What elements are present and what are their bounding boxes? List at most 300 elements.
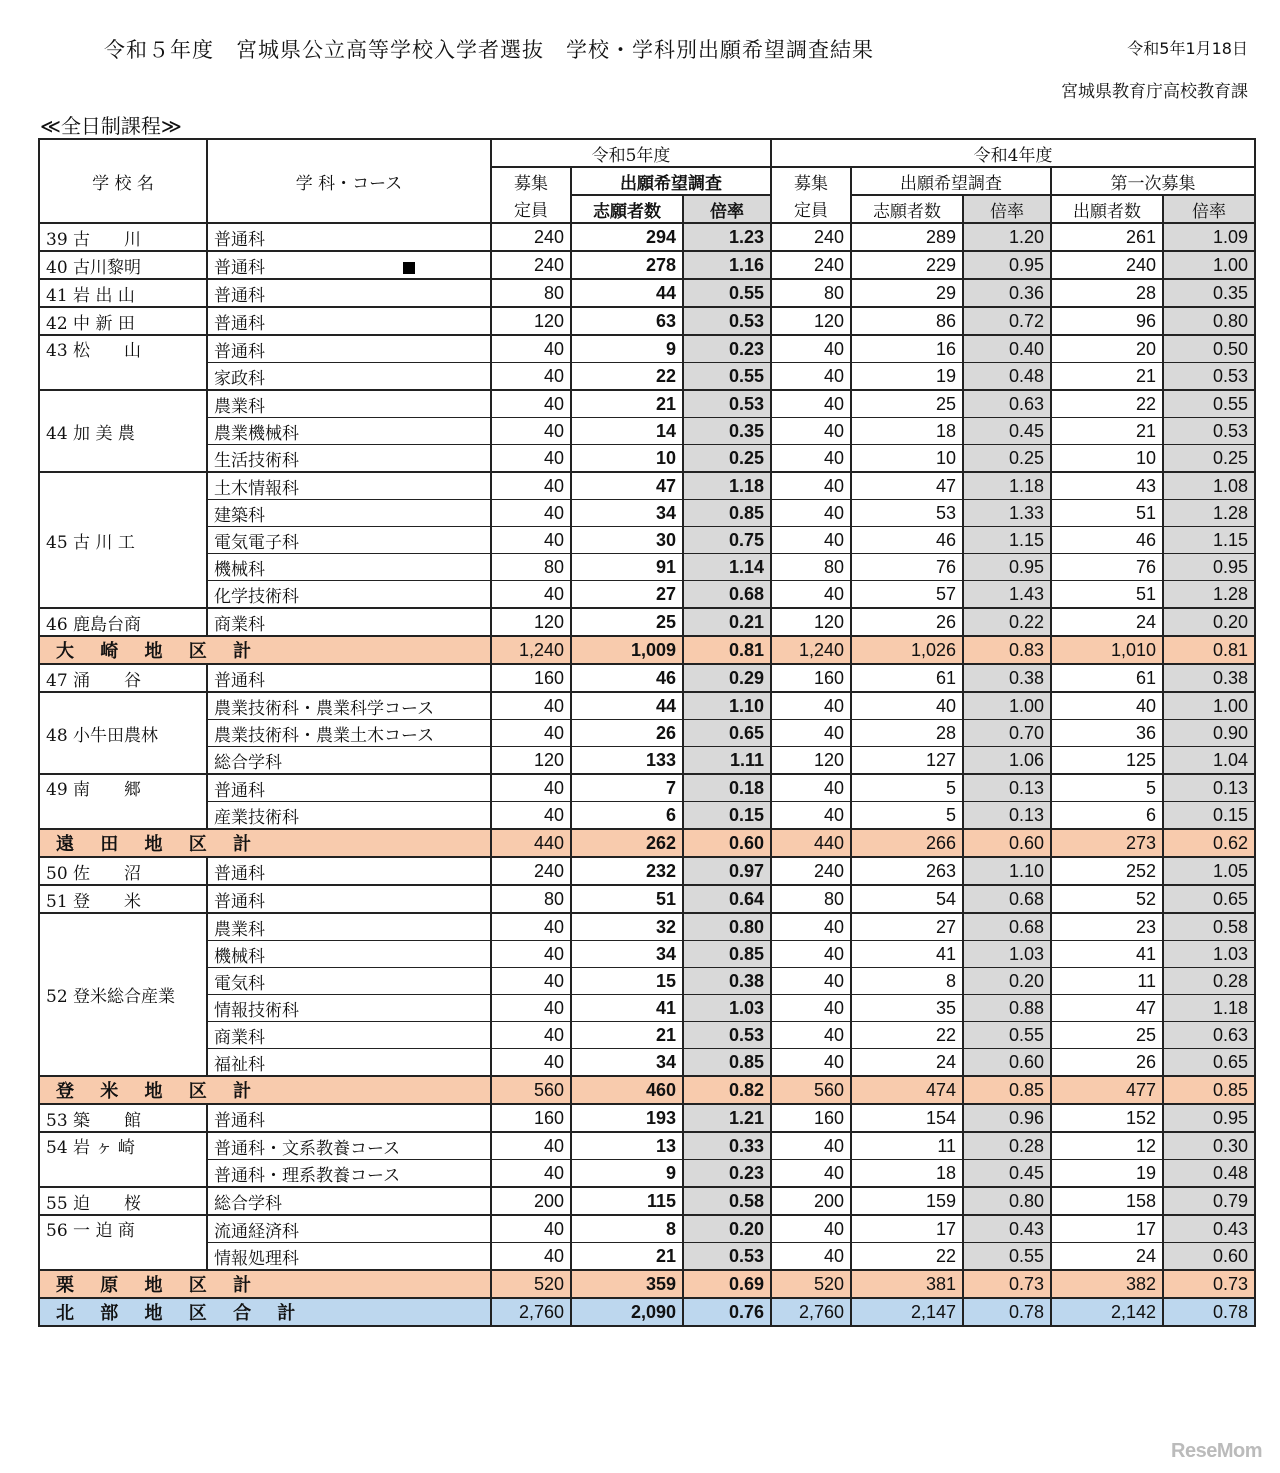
ratio-r4: 0.73 xyxy=(963,1270,1051,1298)
first-applicants: 41 xyxy=(1051,941,1163,968)
course-label: 家政科 xyxy=(214,368,265,389)
capacity-r4: 40 xyxy=(771,1132,851,1160)
course-name xyxy=(207,1132,491,1160)
applicants-r5: 8 xyxy=(571,1215,683,1243)
school-name: 45 古 川 工 xyxy=(39,472,207,608)
first-ratio: 0.85 xyxy=(1163,1076,1255,1104)
course-name xyxy=(207,1022,491,1049)
ratio-r4: 0.20 xyxy=(963,968,1051,995)
ratio-r5: 0.76 xyxy=(683,1298,771,1326)
table-header xyxy=(39,139,1255,223)
first-applicants: 52 xyxy=(1051,885,1163,913)
table-row xyxy=(39,720,1255,747)
course-label: 情報技術科 xyxy=(214,1000,299,1021)
applicants-r5: 51 xyxy=(571,885,683,913)
ratio-r5: 1.18 xyxy=(683,472,771,500)
ratio-r5: 0.23 xyxy=(683,335,771,363)
table-row xyxy=(39,1132,1255,1160)
first-applicants: 24 xyxy=(1051,1243,1163,1271)
table-row xyxy=(39,472,1255,500)
table-row xyxy=(39,500,1255,527)
table-row xyxy=(39,1049,1255,1077)
first-applicants: 125 xyxy=(1051,747,1163,775)
school-name: 46 鹿島台商 xyxy=(39,608,207,636)
course-name xyxy=(207,390,491,418)
applicants-r5: 34 xyxy=(571,1049,683,1077)
subtotal-label: 大 崎 地 区 計 xyxy=(39,636,491,664)
first-applicants: 19 xyxy=(1051,1160,1163,1188)
first-ratio: 0.53 xyxy=(1163,418,1255,445)
applicants-r5: 30 xyxy=(571,527,683,554)
applicants-r4: 41 xyxy=(851,941,963,968)
first-applicants: 382 xyxy=(1051,1270,1163,1298)
course-label: 情報処理科 xyxy=(214,1248,299,1269)
course-label: 農業科 xyxy=(214,396,265,417)
course-name xyxy=(207,747,491,775)
ratio-r4: 0.48 xyxy=(963,363,1051,391)
table-row xyxy=(39,251,1255,279)
subtotal-row xyxy=(39,1076,1255,1104)
capacity-r5: 40 xyxy=(491,720,571,747)
ratio-r4: 0.70 xyxy=(963,720,1051,747)
applicants-r4: 11 xyxy=(851,1132,963,1160)
capacity-r5: 40 xyxy=(491,1160,571,1188)
course-label: 電気科 xyxy=(214,973,265,994)
first-ratio: 0.50 xyxy=(1163,335,1255,363)
capacity-r4: 80 xyxy=(771,885,851,913)
course-label: 普通科 xyxy=(214,229,265,250)
first-ratio: 0.35 xyxy=(1163,279,1255,307)
table-row xyxy=(39,941,1255,968)
course-name xyxy=(207,802,491,830)
capacity-r5: 560 xyxy=(491,1076,571,1104)
ratio-r5: 0.53 xyxy=(683,1022,771,1049)
department-name: 宮城県教育庁高校教育課 xyxy=(1061,82,1248,102)
course-name xyxy=(207,692,491,720)
school-name: 49 南 郷 xyxy=(39,774,207,829)
capacity-r5: 40 xyxy=(491,472,571,500)
course-name xyxy=(207,1104,491,1132)
first-ratio: 1.03 xyxy=(1163,941,1255,968)
capacity-r4: 40 xyxy=(771,1049,851,1077)
applicants-r4: 18 xyxy=(851,1160,963,1188)
table-row xyxy=(39,527,1255,554)
course-label: 普通科・理系教養コース xyxy=(214,1165,401,1186)
ratio-r4: 0.80 xyxy=(963,1187,1051,1215)
ratio-r4: 0.38 xyxy=(963,664,1051,692)
applicants-r5: 15 xyxy=(571,968,683,995)
course-name xyxy=(207,913,491,941)
table-row xyxy=(39,664,1255,692)
header-r5-survey: 出願希望調査 xyxy=(571,167,771,195)
capacity-r4: 40 xyxy=(771,472,851,500)
table-row xyxy=(39,390,1255,418)
applicants-r5: 460 xyxy=(571,1076,683,1104)
first-ratio: 0.55 xyxy=(1163,390,1255,418)
ratio-r5: 0.53 xyxy=(683,307,771,335)
capacity-r4: 40 xyxy=(771,335,851,363)
school-name: 42 中 新 田 xyxy=(39,307,207,335)
ratio-r5: 0.18 xyxy=(683,774,771,802)
first-applicants: 23 xyxy=(1051,913,1163,941)
first-ratio: 0.13 xyxy=(1163,774,1255,802)
capacity-r5: 240 xyxy=(491,251,571,279)
table-row xyxy=(39,223,1255,251)
first-applicants: 47 xyxy=(1051,995,1163,1022)
school-name: 41 岩 出 山 xyxy=(39,279,207,307)
first-applicants: 21 xyxy=(1051,363,1163,391)
ratio-r4: 0.88 xyxy=(963,995,1051,1022)
applicants-r4: 61 xyxy=(851,664,963,692)
applicants-r5: 26 xyxy=(571,720,683,747)
capacity-r5: 440 xyxy=(491,829,571,857)
capacity-r4: 80 xyxy=(771,554,851,581)
applicants-r5: 47 xyxy=(571,472,683,500)
course-label: 普通科 xyxy=(214,285,265,306)
applicants-r5: 46 xyxy=(571,664,683,692)
ratio-r5: 1.03 xyxy=(683,995,771,1022)
watermark-logo: ReseMom xyxy=(1171,1440,1262,1462)
ratio-r4: 1.00 xyxy=(963,692,1051,720)
applicants-r5: 91 xyxy=(571,554,683,581)
ratio-r4: 0.45 xyxy=(963,1160,1051,1188)
ratio-r5: 1.23 xyxy=(683,223,771,251)
applicants-r4: 2,147 xyxy=(851,1298,963,1326)
applicants-r5: 1,009 xyxy=(571,636,683,664)
applicants-r4: 10 xyxy=(851,445,963,473)
first-ratio: 0.62 xyxy=(1163,829,1255,857)
applicants-r5: 27 xyxy=(571,581,683,609)
course-name xyxy=(207,608,491,636)
capacity-r5: 120 xyxy=(491,608,571,636)
capacity-r4: 160 xyxy=(771,1104,851,1132)
first-ratio: 1.09 xyxy=(1163,223,1255,251)
capacity-r4: 40 xyxy=(771,802,851,830)
applicants-r4: 5 xyxy=(851,802,963,830)
course-label: 農業技術科・農業土木コース xyxy=(214,725,435,746)
applicants-r4: 127 xyxy=(851,747,963,775)
ratio-r5: 0.81 xyxy=(683,636,771,664)
capacity-r5: 520 xyxy=(491,1270,571,1298)
ratio-r4: 0.13 xyxy=(963,802,1051,830)
table-row xyxy=(39,279,1255,307)
grand-total-row xyxy=(39,1298,1255,1326)
first-applicants: 152 xyxy=(1051,1104,1163,1132)
first-applicants: 36 xyxy=(1051,720,1163,747)
first-ratio: 0.60 xyxy=(1163,1243,1255,1271)
header-r4-boshu: 募集 xyxy=(771,167,851,195)
applicants-r4: 24 xyxy=(851,1049,963,1077)
table-row xyxy=(39,335,1255,363)
capacity-r5: 1,240 xyxy=(491,636,571,664)
applicants-r4: 16 xyxy=(851,335,963,363)
ratio-r4: 1.03 xyxy=(963,941,1051,968)
applicants-r4: 22 xyxy=(851,1243,963,1271)
first-ratio: 0.79 xyxy=(1163,1187,1255,1215)
capacity-r4: 40 xyxy=(771,1160,851,1188)
capacity-r5: 40 xyxy=(491,1049,571,1077)
capacity-r5: 80 xyxy=(491,279,571,307)
applicants-r5: 6 xyxy=(571,802,683,830)
applicants-r5: 9 xyxy=(571,335,683,363)
applicants-r4: 25 xyxy=(851,390,963,418)
header-r4-ratio: 倍率 xyxy=(963,195,1051,223)
first-ratio: 1.18 xyxy=(1163,995,1255,1022)
ratio-r4: 0.68 xyxy=(963,913,1051,941)
first-ratio: 0.58 xyxy=(1163,913,1255,941)
first-applicants: 20 xyxy=(1051,335,1163,363)
ratio-r5: 0.23 xyxy=(683,1160,771,1188)
course-label: 流通経済科 xyxy=(214,1221,299,1242)
ratio-r4: 0.72 xyxy=(963,307,1051,335)
ratio-r4: 0.78 xyxy=(963,1298,1051,1326)
ratio-r4: 0.22 xyxy=(963,608,1051,636)
capacity-r4: 40 xyxy=(771,1022,851,1049)
first-applicants: 2,142 xyxy=(1051,1298,1163,1326)
applicants-r4: 5 xyxy=(851,774,963,802)
ratio-r4: 0.55 xyxy=(963,1243,1051,1271)
first-applicants: 12 xyxy=(1051,1132,1163,1160)
ratio-r4: 0.36 xyxy=(963,279,1051,307)
first-applicants: 76 xyxy=(1051,554,1163,581)
first-applicants: 261 xyxy=(1051,223,1163,251)
capacity-r4: 40 xyxy=(771,390,851,418)
ratio-r5: 0.75 xyxy=(683,527,771,554)
ratio-r5: 0.58 xyxy=(683,1187,771,1215)
ratio-r5: 0.82 xyxy=(683,1076,771,1104)
course-label: 普通科 xyxy=(214,863,265,884)
header-first-ratio: 倍率 xyxy=(1163,195,1255,223)
ratio-r4: 1.10 xyxy=(963,857,1051,885)
course-label: 機械科 xyxy=(214,946,265,967)
ratio-r4: 0.60 xyxy=(963,829,1051,857)
table-row xyxy=(39,1022,1255,1049)
course-label: 産業技術科 xyxy=(214,807,299,828)
capacity-r5: 40 xyxy=(491,500,571,527)
table-row xyxy=(39,581,1255,609)
first-ratio: 0.43 xyxy=(1163,1215,1255,1243)
table-row xyxy=(39,995,1255,1022)
capacity-r4: 40 xyxy=(771,527,851,554)
ratio-r4: 1.43 xyxy=(963,581,1051,609)
header-r4-teiin: 定員 xyxy=(771,195,851,223)
course-name xyxy=(207,664,491,692)
first-applicants: 1,010 xyxy=(1051,636,1163,664)
ratio-r5: 0.55 xyxy=(683,279,771,307)
subtotal-row xyxy=(39,829,1255,857)
first-ratio: 0.63 xyxy=(1163,1022,1255,1049)
ratio-r5: 0.29 xyxy=(683,664,771,692)
school-name: 44 加 美 農 xyxy=(39,390,207,472)
table-body xyxy=(39,223,1255,1326)
first-ratio: 0.78 xyxy=(1163,1298,1255,1326)
ratio-r5: 0.38 xyxy=(683,968,771,995)
applicants-r5: 262 xyxy=(571,829,683,857)
applicants-r5: 34 xyxy=(571,500,683,527)
course-name xyxy=(207,418,491,445)
applicants-r4: 8 xyxy=(851,968,963,995)
first-ratio: 0.53 xyxy=(1163,363,1255,391)
course-label: 総合学科 xyxy=(214,752,282,773)
ratio-r5: 0.53 xyxy=(683,390,771,418)
applicants-r5: 25 xyxy=(571,608,683,636)
ratio-r4: 1.20 xyxy=(963,223,1051,251)
subtotal-row xyxy=(39,636,1255,664)
results-sheet xyxy=(38,138,1254,1327)
applicants-r4: 47 xyxy=(851,472,963,500)
school-name: 55 迫 桜 xyxy=(39,1187,207,1215)
applicants-r5: 232 xyxy=(571,857,683,885)
capacity-r4: 40 xyxy=(771,941,851,968)
capacity-r4: 40 xyxy=(771,1243,851,1271)
first-ratio: 1.28 xyxy=(1163,581,1255,609)
course-label: 生活技術科 xyxy=(214,450,299,471)
capacity-r4: 40 xyxy=(771,720,851,747)
capacity-r4: 40 xyxy=(771,363,851,391)
first-ratio: 1.15 xyxy=(1163,527,1255,554)
first-ratio: 0.30 xyxy=(1163,1132,1255,1160)
first-applicants: 477 xyxy=(1051,1076,1163,1104)
ratio-r5: 0.60 xyxy=(683,829,771,857)
applicants-r5: 21 xyxy=(571,1243,683,1271)
capacity-r5: 40 xyxy=(491,418,571,445)
applicants-r5: 14 xyxy=(571,418,683,445)
table-row xyxy=(39,445,1255,473)
applicants-r4: 35 xyxy=(851,995,963,1022)
ratio-r5: 0.15 xyxy=(683,802,771,830)
capacity-r5: 40 xyxy=(491,1243,571,1271)
applicants-r4: 86 xyxy=(851,307,963,335)
first-ratio: 0.25 xyxy=(1163,445,1255,473)
applicants-r4: 22 xyxy=(851,1022,963,1049)
first-applicants: 26 xyxy=(1051,1049,1163,1077)
capacity-r5: 40 xyxy=(491,995,571,1022)
course-name xyxy=(207,857,491,885)
first-applicants: 25 xyxy=(1051,1022,1163,1049)
header-first-applicants: 出願者数 xyxy=(1051,195,1163,223)
course-label: 普通科 xyxy=(214,891,265,912)
ratio-r4: 0.96 xyxy=(963,1104,1051,1132)
school-name: 53 築 館 xyxy=(39,1104,207,1132)
capacity-r5: 40 xyxy=(491,802,571,830)
first-applicants: 21 xyxy=(1051,418,1163,445)
school-name: 56 一 迫 商 xyxy=(39,1215,207,1270)
capacity-r4: 240 xyxy=(771,223,851,251)
school-name: 40 古川黎明 xyxy=(39,251,207,279)
applicants-r5: 63 xyxy=(571,307,683,335)
course-name xyxy=(207,335,491,363)
applicants-r5: 359 xyxy=(571,1270,683,1298)
course-label: 普通科・文系教養コース xyxy=(214,1138,401,1159)
first-applicants: 46 xyxy=(1051,527,1163,554)
applicants-r5: 193 xyxy=(571,1104,683,1132)
table-row xyxy=(39,802,1255,830)
course-label: 電気電子科 xyxy=(214,532,299,553)
applicants-r5: 21 xyxy=(571,1022,683,1049)
school-name: 47 涌 谷 xyxy=(39,664,207,692)
capacity-r4: 40 xyxy=(771,445,851,473)
applicants-r5: 13 xyxy=(571,1132,683,1160)
course-name xyxy=(207,1160,491,1188)
course-label: 農業機械科 xyxy=(214,423,299,444)
capacity-r4: 240 xyxy=(771,251,851,279)
applicants-r5: 41 xyxy=(571,995,683,1022)
table-row xyxy=(39,1160,1255,1188)
applicants-r5: 44 xyxy=(571,692,683,720)
course-label: 普通科 xyxy=(214,341,265,362)
school-name: 52 登米総合産業 xyxy=(39,913,207,1076)
school-name: 50 佐 沼 xyxy=(39,857,207,885)
results-table xyxy=(38,138,1256,1327)
ratio-r4: 1.06 xyxy=(963,747,1051,775)
course-label: 農業技術科・農業科学コース xyxy=(214,698,435,719)
table-row xyxy=(39,418,1255,445)
school-name: 48 小牛田農林 xyxy=(39,692,207,774)
first-applicants: 17 xyxy=(1051,1215,1163,1243)
capacity-r5: 240 xyxy=(491,223,571,251)
ratio-r4: 0.68 xyxy=(963,885,1051,913)
capacity-r5: 40 xyxy=(491,913,571,941)
ratio-r4: 0.60 xyxy=(963,1049,1051,1077)
first-applicants: 240 xyxy=(1051,251,1163,279)
subtotal-label: 登 米 地 区 計 xyxy=(39,1076,491,1104)
applicants-r5: 10 xyxy=(571,445,683,473)
capacity-r4: 40 xyxy=(771,692,851,720)
applicants-r4: 53 xyxy=(851,500,963,527)
school-name: 43 松 山 xyxy=(39,335,207,390)
applicants-r4: 40 xyxy=(851,692,963,720)
capacity-r5: 160 xyxy=(491,1104,571,1132)
school-name: 51 登 米 xyxy=(39,885,207,913)
ratio-r5: 0.55 xyxy=(683,363,771,391)
section-heading: ≪全日制課程≫ xyxy=(40,114,182,138)
capacity-r5: 40 xyxy=(491,581,571,609)
table-row xyxy=(39,554,1255,581)
ratio-r4: 0.43 xyxy=(963,1215,1051,1243)
ratio-r5: 0.80 xyxy=(683,913,771,941)
ratio-r5: 1.16 xyxy=(683,251,771,279)
applicants-r4: 1,026 xyxy=(851,636,963,664)
course-name xyxy=(207,774,491,802)
course-label: 商業科 xyxy=(214,1027,265,1048)
capacity-r5: 40 xyxy=(491,1215,571,1243)
applicants-r5: 21 xyxy=(571,390,683,418)
first-applicants: 5 xyxy=(1051,774,1163,802)
course-name xyxy=(207,720,491,747)
applicants-r5: 44 xyxy=(571,279,683,307)
capacity-r4: 440 xyxy=(771,829,851,857)
ratio-r4: 1.33 xyxy=(963,500,1051,527)
first-ratio: 1.28 xyxy=(1163,500,1255,527)
table-row xyxy=(39,1104,1255,1132)
header-r5-applicants: 志願者数 xyxy=(571,195,683,223)
course-label: 普通科 xyxy=(214,313,265,334)
course-name xyxy=(207,1243,491,1271)
first-ratio: 0.81 xyxy=(1163,636,1255,664)
table-row xyxy=(39,885,1255,913)
course-label: 商業科 xyxy=(214,614,265,635)
applicants-r4: 19 xyxy=(851,363,963,391)
ratio-r4: 0.40 xyxy=(963,335,1051,363)
capacity-r4: 200 xyxy=(771,1187,851,1215)
first-ratio: 0.65 xyxy=(1163,1049,1255,1077)
capacity-r5: 40 xyxy=(491,363,571,391)
header-r4-applicants: 志願者数 xyxy=(851,195,963,223)
capacity-r4: 40 xyxy=(771,500,851,527)
ratio-r5: 0.25 xyxy=(683,445,771,473)
course-label: 普通科 xyxy=(214,670,265,691)
capacity-r5: 80 xyxy=(491,554,571,581)
